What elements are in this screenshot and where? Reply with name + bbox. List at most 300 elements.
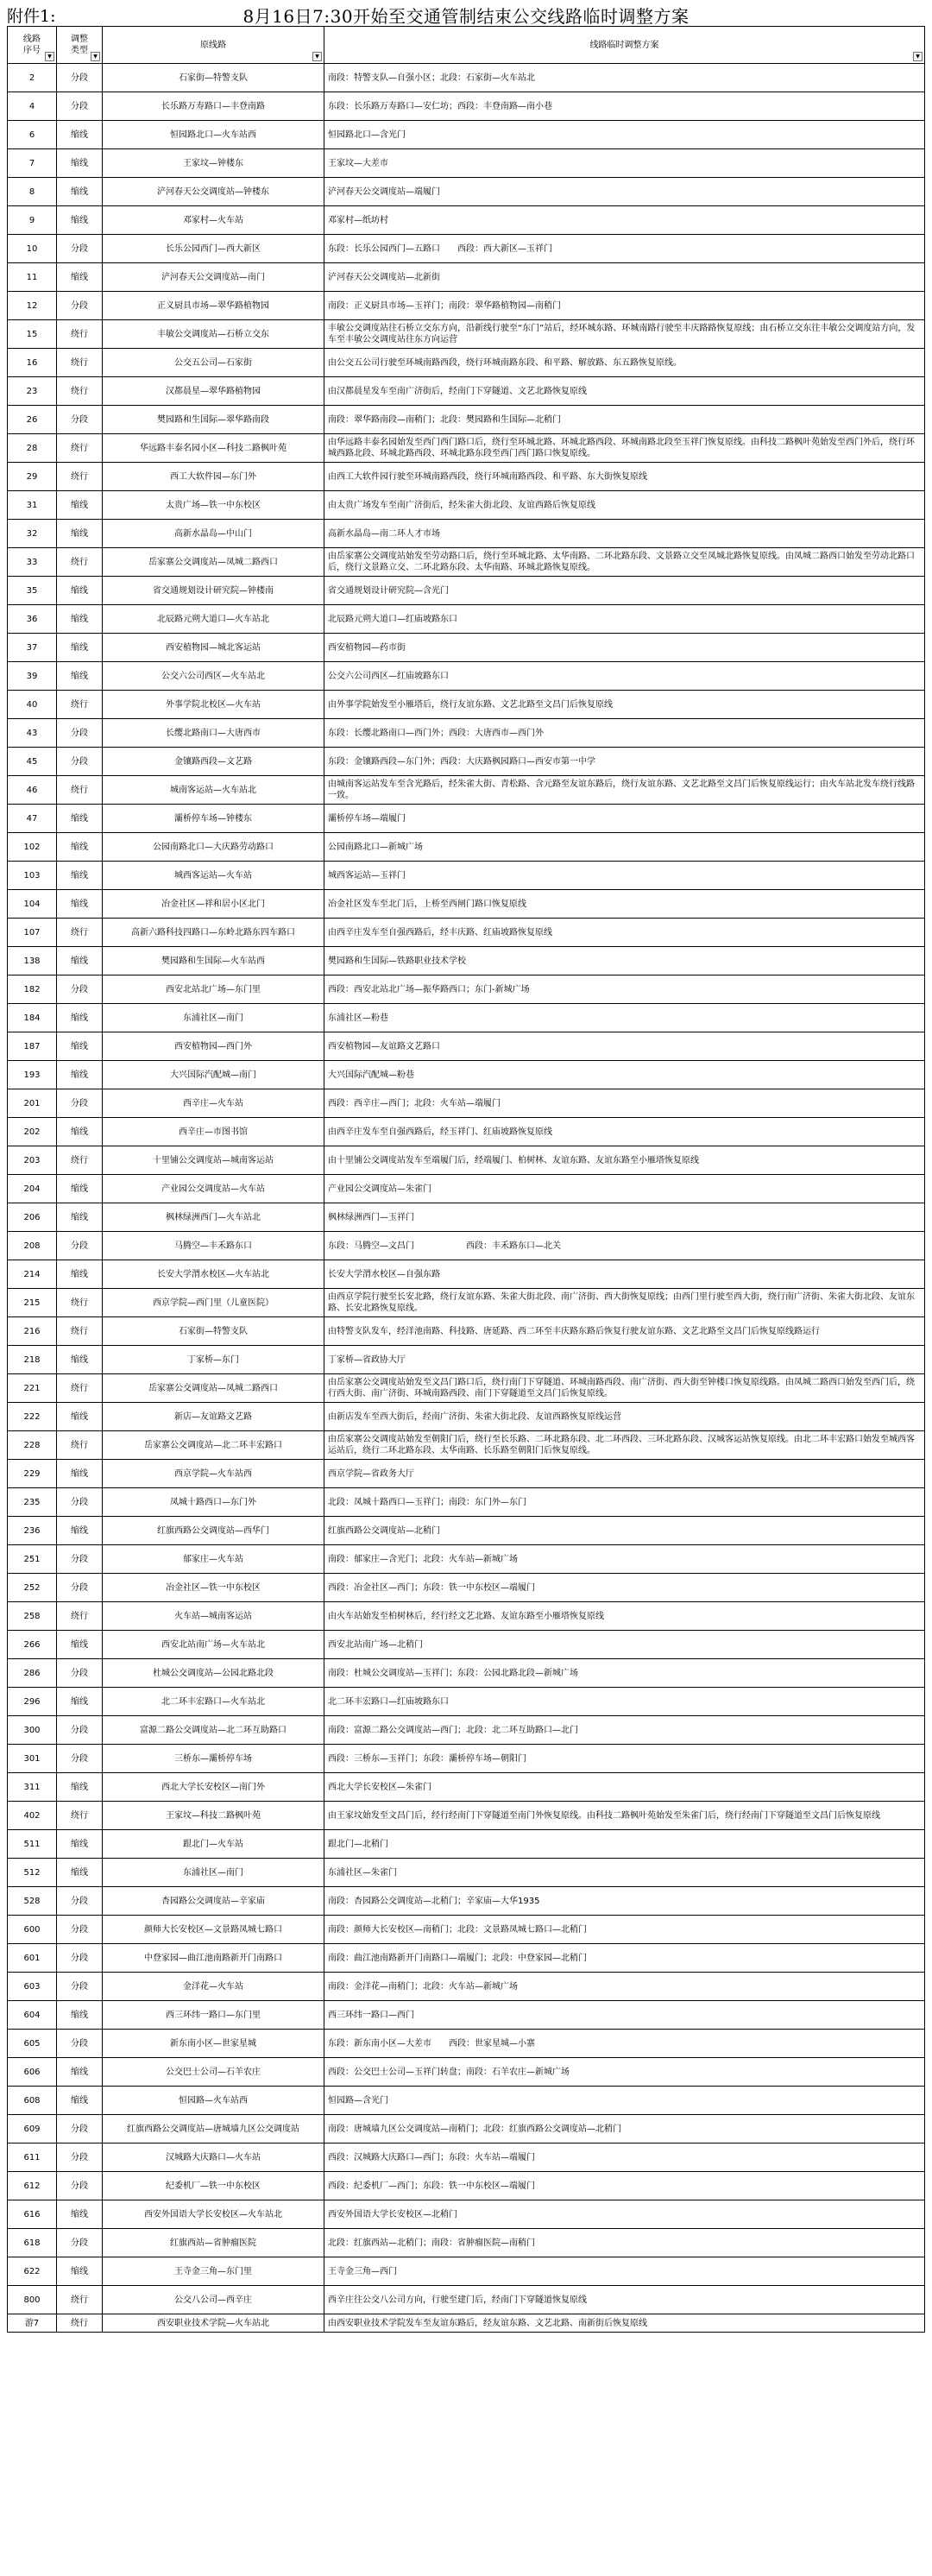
original-route-cell: 十里铺公交调度站—城南客运站 [103,1146,324,1175]
route-number-cell: 36 [8,605,57,634]
table-row [8,1203,925,1232]
table-row [8,1802,925,1830]
adjust-plan-cell: 南段：曲江池南路新开门南路口—端履门；北段：中登家园—北稍门 [324,1944,925,1973]
route-number-cell: 16 [8,349,57,377]
table-row [8,975,925,1004]
adjust-plan-cell: 由西辛庄发车至自强西路后，经丰庆路、红庙坡路恢复原线 [324,919,925,947]
adjust-type-cell: 绕行 [57,1602,103,1631]
original-route-cell: 纪委机厂—铁一中东校区 [103,2172,324,2200]
table-row [8,377,925,406]
adjust-type-cell: 分段 [57,1887,103,1916]
route-number-cell: 251 [8,1545,57,1574]
adjust-plan-cell: 由新店发车至西大街后，经南广济街、朱雀大街北段、友谊西路恢复原线运营 [324,1403,925,1431]
adjust-plan-cell: 樊园路和生国际—铁路职业技术学校 [324,947,925,975]
route-number-cell: 202 [8,1118,57,1146]
route-number-cell: 218 [8,1346,57,1374]
col-header-adjust-type [57,27,103,64]
original-route-cell: 公交巴士公司—石羊农庄 [103,2058,324,2087]
route-number-cell: 528 [8,1887,57,1916]
adjust-type-cell: 绕行 [57,1317,103,1346]
adjust-plan-cell: 南段：郁家庄—含光门；北段：火车站—新城广场 [324,1545,925,1574]
original-route-cell: 长乐路万寿路口—丰登南路 [103,92,324,121]
col-header-original-route [103,27,324,64]
route-number-cell: 26 [8,406,57,434]
route-number-cell: 6 [8,121,57,149]
adjust-type-cell: 分段 [57,1716,103,1745]
route-number-cell: 4 [8,92,57,121]
adjust-plan-cell: 由西安职业技术学院发车至友谊东路后，经友谊东路、文艺北路、南新街后恢复原线 [324,2314,925,2333]
original-route-cell: 西安北站北广场—东门里 [103,975,324,1004]
route-number-cell: 216 [8,1317,57,1346]
adjust-plan-cell: 北辰路元朔大道口—红庙坡路东口 [324,605,925,634]
adjust-plan-cell: 高新水晶岛—南二环人才市场 [324,520,925,548]
adjust-type-cell: 缩线 [57,577,103,605]
adjust-type-cell: 缩线 [57,263,103,292]
adjust-plan-cell: 南段：正义厨具市场—玉祥门；南段：翠华路植物园—南稍门 [324,292,925,320]
adjust-type-cell: 缩线 [57,1631,103,1659]
route-number-cell: 235 [8,1488,57,1517]
original-route-cell: 郁家庄—火车站 [103,1545,324,1574]
adjust-plan-cell: 南段：特警支队—自强小区；北段：石家街—火车站北 [324,64,925,92]
adjust-plan-cell: 南段：翠华路南段—南稍门；北段：樊园路和生国际—北稍门 [324,406,925,434]
original-route-cell: 樊园路和生国际—翠华路南段 [103,406,324,434]
table-row [8,149,925,178]
adjust-plan-cell: 东段：金镶路西段—东门外；西段：大庆路枫园路口—西安市第一中学 [324,748,925,776]
adjust-type-cell: 分段 [57,292,103,320]
route-number-cell: 606 [8,2058,57,2087]
table-row [8,235,925,263]
original-route-cell: 枫林绿洲西门—火车站北 [103,1203,324,1232]
adjust-plan-cell: 西段：冶金社区—西门；东段：铁一中东校区—端履门 [324,1574,925,1602]
adjust-plan-cell: 浐河春天公交调度站—端履门 [324,178,925,206]
adjust-plan-cell: 南段：金洋花—南稍门；北段：火车站—新城广场 [324,1973,925,2001]
table-row [8,1146,925,1175]
adjust-type-cell: 分段 [57,1944,103,1973]
original-route-cell: 火车站—城南客运站 [103,1602,324,1631]
route-number-cell: 102 [8,833,57,862]
adjust-type-cell: 缩线 [57,1260,103,1289]
adjust-plan-cell: 南段：富源二路公交调度站—西门；北段：北二环互助路口—北门 [324,1716,925,1745]
header-row [8,27,925,64]
adjust-type-cell: 缩线 [57,149,103,178]
original-route-cell: 西京学院—火车站西 [103,1460,324,1488]
table-row [8,292,925,320]
table-row [8,890,925,919]
original-route-cell: 西北大学长安校区—南门外 [103,1773,324,1802]
adjust-plan-cell: 西段：西安北站北广场—振华路西口；东门-新城广场 [324,975,925,1004]
original-route-cell: 灞桥停车场—钟楼东 [103,805,324,833]
adjust-type-cell: 缩线 [57,1517,103,1545]
adjust-plan-cell: 由外事学院始发至小雁塔后，绕行友谊东路、文艺北路至文昌门后恢复原线 [324,691,925,719]
adjust-type-cell: 缩线 [57,491,103,520]
adjust-type-cell: 分段 [57,1973,103,2001]
route-number-cell: 187 [8,1032,57,1061]
adjust-type-cell: 分段 [57,92,103,121]
adjust-plan-cell: 西北大学长安校区—朱雀门 [324,1773,925,1802]
adjust-plan-cell: 南段：唐城墙九区公交调度站—南稍门；北段：红旗西路公交调度站—北稍门 [324,2115,925,2144]
route-number-cell: 138 [8,947,57,975]
adjust-type-cell: 缩线 [57,2257,103,2286]
adjust-plan-cell: 由西辛庄发车至自强西路后，经玉祥门、红庙坡路恢复原线 [324,1118,925,1146]
route-number-cell: 618 [8,2229,57,2257]
table-row [8,1232,925,1260]
original-route-cell: 中登家园—曲江池南路新开门南路口 [103,1944,324,1973]
adjust-plan-cell: 东浦社区—粉巷 [324,1004,925,1032]
original-route-cell: 东浦社区—南门 [103,1004,324,1032]
adjust-plan-cell: 南段：颜师大长安校区—南稍门；北段：文景路凤城七路口—北稍门 [324,1916,925,1944]
adjust-type-cell: 分段 [57,1089,103,1118]
adjust-plan-cell: 东浦社区—朱雀门 [324,1859,925,1887]
adjust-plan-cell: 由汉都晨星发车至南广济街后，经南门下穿隧道、文艺北路恢复原线 [324,377,925,406]
route-number-cell: 43 [8,719,57,748]
adjust-plan-cell: 西段：汉城路大庆路口—西门；东段：火车站—端履门 [324,2144,925,2172]
adjust-plan-cell: 西段：公交巴士公司—玉祥门转盘；南段：石羊农庄—新城广场 [324,2058,925,2087]
table-row [8,577,925,605]
table-row [8,491,925,520]
adjust-plan-cell: 由公交五公司行驶至环城南路西段，绕行环城南路东段、和平路、解放路、东五路恢复原线。 [324,349,925,377]
table-row [8,1887,925,1916]
route-number-cell: 32 [8,520,57,548]
table-row [8,2030,925,2058]
adjust-type-cell: 分段 [57,748,103,776]
adjust-plan-cell: 东段：马腾空—文昌门 西段：丰禾路东口—北关 [324,1232,925,1260]
original-route-cell: 马腾空—丰禾路东口 [103,1232,324,1260]
original-route-cell: 凤城十路西口—东门外 [103,1488,324,1517]
original-route-cell: 华远路丰泰名园小区—科技二路枫叶苑 [103,434,324,463]
adjust-type-cell: 缩线 [57,1830,103,1859]
table-row [8,1403,925,1431]
filter-dropdown-icon[interactable]: ▼ [45,52,54,61]
adjust-type-cell: 绕行 [57,1146,103,1175]
adjust-plan-cell: 由特警支队发车，经洋池南路、科技路、唐延路、西二环至丰庆路东路后恢复行驶友谊东路、文艺北路至文昌门后恢复原线路运行 [324,1317,925,1346]
route-number-cell: 47 [8,805,57,833]
route-number-cell: 37 [8,634,57,662]
original-route-cell: 王家坟—钟楼东 [103,149,324,178]
original-route-cell: 冶金社区—祥和居小区北门 [103,890,324,919]
route-number-cell: 301 [8,1745,57,1773]
original-route-cell: 正义厨具市场—翠华路植物园 [103,292,324,320]
route-number-cell: 221 [8,1374,57,1403]
original-route-cell: 富源二路公交调度站—北二环互助路口 [103,1716,324,1745]
original-route-cell: 红旗西路公交调度站—唐城墙九区公交调度站 [103,2115,324,2144]
table-row [8,64,925,92]
route-number-cell: 31 [8,491,57,520]
adjust-type-cell: 分段 [57,406,103,434]
adjust-type-cell: 绕行 [57,1802,103,1830]
table-row [8,1659,925,1688]
adjust-plan-cell: 北段：红旗西站—北稍门；南段：省肿瘤医院—南稍门 [324,2229,925,2257]
adjust-plan-cell: 省交通规划设计研究院—含光门 [324,577,925,605]
route-adjustment-table [7,26,925,2333]
route-number-cell: 800 [8,2286,57,2314]
route-number-cell: 15 [8,320,57,349]
adjust-type-cell: 分段 [57,1916,103,1944]
route-number-cell: 601 [8,1944,57,1973]
adjust-type-cell: 缩线 [57,2058,103,2087]
adjust-type-cell: 分段 [57,2030,103,2058]
table-row [8,1118,925,1146]
document-header [0,0,932,26]
adjust-type-cell: 分段 [57,2115,103,2144]
route-number-cell: 182 [8,975,57,1004]
adjust-type-cell: 缩线 [57,1460,103,1488]
original-route-cell: 大兴国际汽配城—南门 [103,1061,324,1089]
table-row [8,805,925,833]
table-row [8,1574,925,1602]
original-route-cell: 恒园路北口—火车站西 [103,121,324,149]
original-route-cell: 恒园路—火车站西 [103,2087,324,2115]
table-row [8,719,925,748]
adjust-type-cell: 缩线 [57,1688,103,1716]
adjust-plan-cell: 西辛庄往公交八公司方向，行驶至建门后，经南门下穿隧道恢复原线 [324,2286,925,2314]
original-route-cell: 跟北门—火车站 [103,1830,324,1859]
table-row [8,2001,925,2030]
route-number-cell: 252 [8,1574,57,1602]
original-route-cell: 樊园路和生国际—火车站西 [103,947,324,975]
table-row [8,2172,925,2200]
table-header [8,27,925,64]
original-route-cell: 西辛庄—市图书馆 [103,1118,324,1146]
original-route-cell: 长乐公园西门—西大新区 [103,235,324,263]
adjust-plan-cell: 冶金社区发车至北门后，上桥至西闸门路口恢复原线 [324,890,925,919]
table-row [8,320,925,349]
adjust-type-cell: 缩线 [57,2087,103,2115]
adjust-type-cell: 缩线 [57,890,103,919]
adjust-plan-cell: 东段：长乐路万寿路口—安仁坊；西段：丰登南路—南小巷 [324,92,925,121]
adjust-plan-cell: 由王家坟始发至文昌门后，经行经南门下穿隧道至南门外恢复原线。由科技二路枫叶苑始发至朱雀门后，绕行经南门下穿隧道至文昌门后恢复原线 [324,1802,925,1830]
adjust-plan-cell: 浐河春天公交调度站—北新街 [324,263,925,292]
route-number-cell: 游7 [8,2314,57,2333]
route-number-cell: 184 [8,1004,57,1032]
table-row [8,206,925,235]
adjust-plan-cell: 由城南客运站发车至含光路后，经朱雀大街、青松路、含元路至友谊东路后，绕行友谊东路、文艺北路至文昌门后恢复原线运行；由火车站北发车绕行线路一致。 [324,776,925,805]
adjust-plan-cell: 大兴国际汽配城—粉巷 [324,1061,925,1089]
table-row [8,1716,925,1745]
adjust-type-cell: 分段 [57,1574,103,1602]
table-row [8,406,925,434]
original-route-cell: 邓家村—火车站 [103,206,324,235]
table-row [8,2286,925,2314]
original-route-cell: 三桥东—灞桥停车场 [103,1745,324,1773]
table-row [8,1545,925,1574]
table-row [8,2314,925,2333]
table-row [8,92,925,121]
route-number-cell: 600 [8,1916,57,1944]
adjust-plan-cell: 王寺金三角—西门 [324,2257,925,2286]
adjust-type-cell: 缩线 [57,1032,103,1061]
adjust-type-cell: 绕行 [57,349,103,377]
table-row [8,919,925,947]
adjust-type-cell: 分段 [57,1488,103,1517]
adjust-plan-cell: 王家坟—大差市 [324,149,925,178]
original-route-cell: 高新水晶岛—中山门 [103,520,324,548]
col-header-route-number [8,27,57,64]
original-route-cell: 西工大软件园—东门外 [103,463,324,491]
original-route-cell: 北二环丰宏路口—火车站北 [103,1688,324,1716]
original-route-cell: 岳家寨公交调度站—北二环丰宏路口 [103,1431,324,1460]
adjust-type-cell: 缩线 [57,2200,103,2229]
adjust-type-cell: 绕行 [57,320,103,349]
adjust-type-cell: 分段 [57,2172,103,2200]
adjust-type-cell: 绕行 [57,691,103,719]
route-number-cell: 35 [8,577,57,605]
route-number-cell: 286 [8,1659,57,1688]
adjust-type-cell: 缩线 [57,833,103,862]
route-number-cell: 7 [8,149,57,178]
original-route-cell: 汉都晨星—翠华路植物园 [103,377,324,406]
route-number-cell: 222 [8,1403,57,1431]
route-number-cell: 296 [8,1688,57,1716]
original-route-cell: 公交五公司—石家街 [103,349,324,377]
adjust-plan-cell: 由十里铺公交调度站发车至端履门后，经端履门、柏树林、友谊东路、友谊东路至小雁塔恢复原线 [324,1146,925,1175]
adjust-plan-cell: 西安外国语大学长安校区—北稍门 [324,2200,925,2229]
table-row [8,2257,925,2286]
original-route-cell: 公交六公司西区—火车站北 [103,662,324,691]
route-number-cell: 511 [8,1830,57,1859]
col-header-label: 调整 类型 [71,35,88,55]
adjust-type-cell: 分段 [57,1745,103,1773]
table-row [8,1175,925,1203]
route-number-cell: 193 [8,1061,57,1089]
original-route-cell: 王家坟—科技二路枫叶苑 [103,1802,324,1830]
filter-dropdown-icon[interactable]: ▼ [312,52,322,61]
adjust-plan-cell: 南段：杏园路公交调度站—北稍门；辛家庙—大华1935 [324,1887,925,1916]
original-route-cell: 杜城公交调度站—公园北路北段 [103,1659,324,1688]
table-row [8,1289,925,1317]
table-row [8,1859,925,1887]
original-route-cell: 西安植物园—西门外 [103,1032,324,1061]
route-number-cell: 8 [8,178,57,206]
route-number-cell: 28 [8,434,57,463]
table-row [8,1346,925,1374]
adjust-type-cell: 绕行 [57,1289,103,1317]
table-row [8,520,925,548]
adjust-type-cell: 缩线 [57,1175,103,1203]
original-route-cell: 省交通规划设计研究院—钟楼南 [103,577,324,605]
route-number-cell: 208 [8,1232,57,1260]
table-row [8,1830,925,1859]
col-header-adjust-plan [324,27,925,64]
route-number-cell: 229 [8,1460,57,1488]
table-row [8,121,925,149]
original-route-cell: 北辰路元朔大道口—火车站北 [103,605,324,634]
adjust-plan-cell: 南段：杜城公交调度站—玉祥门；东段：公园北路北段—新城广场 [324,1659,925,1688]
adjust-type-cell: 绕行 [57,1374,103,1403]
table-row [8,2229,925,2257]
table-row [8,1916,925,1944]
adjust-type-cell: 缩线 [57,805,103,833]
adjust-type-cell: 绕行 [57,463,103,491]
adjust-plan-cell: 灞桥停车场—端履门 [324,805,925,833]
adjust-type-cell: 分段 [57,1659,103,1688]
table-row [8,1431,925,1460]
table-row [8,1488,925,1517]
table-row [8,1517,925,1545]
adjust-plan-cell: 由岳家寨公交调度站始发至劳动路口后，绕行至环城北路、太华南路、二环北路东段、文景路立交至凤城北路恢复原线。由凤城二路西口始发至劳动北路口后，绕行文景路立交、二环北路东段、太华南路、环城北路恢复原线。 [324,548,925,577]
route-number-cell: 604 [8,2001,57,2030]
route-number-cell: 12 [8,292,57,320]
adjust-plan-cell: 东段：新东南小区—大差市 西段：世家星城—小寨 [324,2030,925,2058]
route-number-cell: 236 [8,1517,57,1545]
adjust-plan-cell: 跟北门—北稍门 [324,1830,925,1859]
adjust-type-cell: 缩线 [57,178,103,206]
table-row [8,1032,925,1061]
document-title: 8月16日7:30开始至交通管制结束公交线路临时调整方案 [242,6,690,27]
table-row [8,2115,925,2144]
route-number-cell: 608 [8,2087,57,2115]
table-row [8,2144,925,2172]
table-row [8,1688,925,1716]
table-body [8,64,925,2333]
route-number-cell: 45 [8,748,57,776]
table-row [8,434,925,463]
table-row [8,1602,925,1631]
original-route-cell: 冶金社区—铁一中东校区 [103,1574,324,1602]
route-number-cell: 258 [8,1602,57,1631]
table-row [8,691,925,719]
adjust-type-cell: 分段 [57,2229,103,2257]
original-route-cell: 太贵广场—铁一中东校区 [103,491,324,520]
attachment-label: 附件1: [7,7,56,26]
adjust-plan-cell: 北段：凤城十路西口—玉祥门；南段：东门外—东门 [324,1488,925,1517]
original-route-cell: 颜师大长安校区—文景路凤城七路口 [103,1916,324,1944]
route-number-cell: 311 [8,1773,57,1802]
route-number-cell: 204 [8,1175,57,1203]
adjust-plan-cell: 西京学院—省政务大厅 [324,1460,925,1488]
original-route-cell: 产业园公交调度站—火车站 [103,1175,324,1203]
adjust-type-cell: 绕行 [57,1431,103,1460]
original-route-cell: 东浦社区—南门 [103,1859,324,1887]
adjust-plan-cell: 东段：长乐公园西门—五路口 西段：西大新区—玉祥门 [324,235,925,263]
filter-dropdown-icon[interactable]: ▼ [913,52,923,61]
adjust-plan-cell: 公交六公司西区—红庙坡路东口 [324,662,925,691]
route-number-cell: 605 [8,2030,57,2058]
route-number-cell: 611 [8,2144,57,2172]
table-row [8,2087,925,2115]
adjust-type-cell: 缩线 [57,1403,103,1431]
adjust-type-cell: 分段 [57,1545,103,1574]
route-number-cell: 39 [8,662,57,691]
adjust-type-cell: 缩线 [57,1203,103,1232]
table-row [8,463,925,491]
adjust-type-cell: 缩线 [57,634,103,662]
route-number-cell: 29 [8,463,57,491]
adjust-plan-cell: 公园南路北口—新城广场 [324,833,925,862]
adjust-plan-cell: 恒园路北口—含光门 [324,121,925,149]
table-row [8,1745,925,1773]
original-route-cell: 公园南路北口—大庆路劳动路口 [103,833,324,862]
adjust-type-cell: 缩线 [57,2001,103,2030]
original-route-cell: 岳家寨公交调度站—凤城二路西口 [103,548,324,577]
table-row [8,947,925,975]
adjust-plan-cell: 西三环纬一路口—西门 [324,2001,925,2030]
route-number-cell: 10 [8,235,57,263]
original-route-cell: 外事学院北校区—火车站 [103,691,324,719]
adjust-type-cell: 绕行 [57,776,103,805]
adjust-type-cell: 缩线 [57,1004,103,1032]
original-route-cell: 红旗西站—省肿瘤医院 [103,2229,324,2257]
route-number-cell: 104 [8,890,57,919]
filter-dropdown-icon[interactable]: ▼ [91,52,100,61]
adjust-plan-cell: 由岳家寨公交调度站始发至朝阳门后，绕行至长乐路、二环北路东段、北二环西段、三环北路东段、汉城客运站恢复原线。由北二环丰宏路口始发至城西客运站后，绕行二环北路东段、太华南路、长乐路至朝阳门后恢复原线。 [324,1431,925,1460]
route-number-cell: 9 [8,206,57,235]
original-route-cell: 红旗西路公交调度站—西华门 [103,1517,324,1545]
table-row [8,862,925,890]
original-route-cell: 金镶路西段—文艺路 [103,748,324,776]
route-number-cell: 23 [8,377,57,406]
table-row [8,605,925,634]
table-row [8,1374,925,1403]
